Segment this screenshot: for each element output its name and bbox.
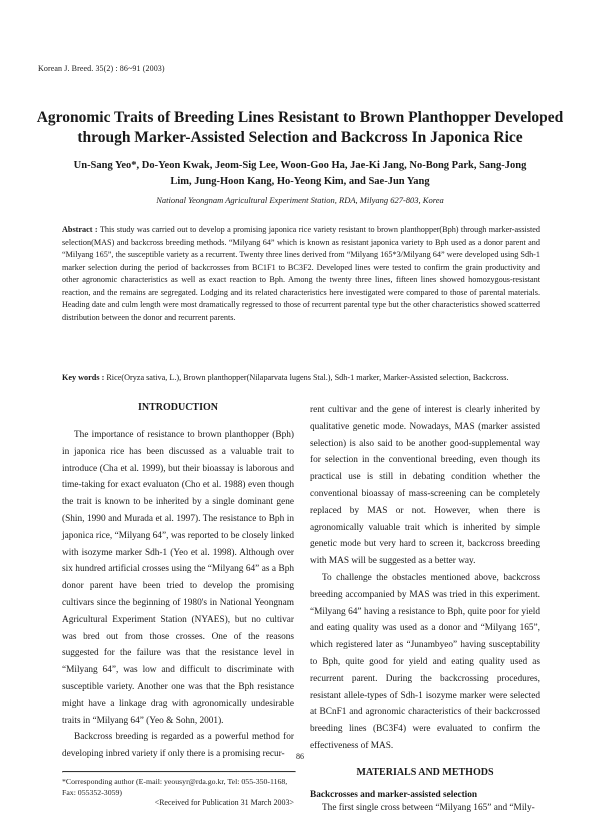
methods-subheading: Backcrosses and marker-assisted selection bbox=[310, 789, 478, 800]
introduction-paragraph-1: The importance of resistance to brown planthopper (Bph) in japonica rice has been discussed as a valuable trait to introduce (Cha et al. 1999), but their bioassay is laborous and time-taking for exact evaluaton (Cho et al. 1988) even though the trait is known to be inherited by a single dominant gene (Shin, 1990 and Murada et al. 1997). The resistance to Bph in japonica rice, “Milyang 64”, was reported to be closely linked with isozyme marker Sdh-1 (Yeo et al. 1998). Although over six hundred artificial crosses using the “Milyang 64” as a Bph donor parent have been tried to develop the promising cultivars since the beginning of 1980's in National Yeongnam Agricultural Experiment Station (NYAES), but no cultivar was bred out from those crosses. One of the reasons suggested for the failure was that the resistance level in “Milyang 64”, was low and difficult to discriminate with susceptible variety. Another one was that the Bph resistance might have a linkage drag with agronomically undesirable traits in “Milyang 64” (Yeo & Sohn, 2001). bbox=[62, 430, 294, 726]
introduction-right-paragraph-2: To challenge the obstacles mentioned above, backcross breeding accompanied by MAS was tried in this experiment. “Milyang 64” having a resistance to Bph, quite poor for yield and eating quality was used as a donor and “Milyang 165”, which registered later as “Junambyeo” having susceptability to Bph, quite good for yield and eating quality used as recurrent parent. During the backcrossing procedures, resistant allele-types of Sdh-1 isozyme marker were selected at BCnF1 and agronomic characteristics of their backcrossed breeding lines (BC3F4) were evaluated to confirm the effectiveness of MAS. bbox=[310, 572, 540, 751]
abstract-text: This study was carried out to develop a promising japonica rice variety resistant to brown planthopper(Bph) through marker-assisted selection(MAS) and backcross breeding methods. “Milyang 64” which is known as resistant japonica variety to Bph used as a donor parent and “Milyang 165”, the susceptible variety as a recurrent. Twenty three lines derived from “Milyang 165*3/Milyang 64” were developed using Sdh-1 marker selection during the period of backcrosses from BC1F1 to BC3F2. Developed lines were tested to confirm the grain productivity and other agronomic characteristics as well as exact reaction to Bph. Among the twenty three lines, fifteen lines showed homozygous-resistant reaction, and the remains are segregated. Lodging and its related characteristics here investigated were compared to those of parental materials. Heading date and culm length were most dramatically regressed to those of recurrent parental type but the other characteristics showed scatterred distribution between the donor and recurrent parents. bbox=[62, 225, 541, 322]
footnote-divider bbox=[62, 771, 296, 773]
abstract-label: Abstract : bbox=[62, 225, 98, 234]
abstract bbox=[62, 224, 540, 324]
keywords-text: Rice(Oryza sativa, L.), Brown planthopper(Nilaparvata lugens Stal.), Sdh-1 marker, Marker-Assisted selection, Backcross. bbox=[106, 373, 509, 382]
received-date: <Received for Publication 31 March 2003> bbox=[154, 797, 294, 807]
journal-reference: Korean J. Breed. 35(2) : 86~91 (2003) bbox=[38, 64, 165, 73]
introduction-heading: INTRODUCTION bbox=[137, 402, 218, 413]
corresponding-author-note: *Corresponding author (E-mail: yeousyr@rda.go.kr, Tel: 055-350-1168, Fax: 055352-3059) bbox=[62, 776, 288, 797]
methods-heading: MATERIALS AND METHODS bbox=[356, 766, 494, 778]
introduction-paragraph-2: Backcross breeding is regarded as a powerful method for developing inbred variety if only there is a promising recur- bbox=[62, 732, 294, 760]
keywords bbox=[62, 372, 540, 384]
keywords-label: Key words : bbox=[62, 373, 105, 382]
paper-title: Agronomic Traits of Breeding Lines Resistant to Brown Planthopper Developed through Marker-Assisted Selection and Backcross In Japonica Rice bbox=[36, 109, 564, 146]
methods-text: The first single cross between “Milyang 165” and “Mily- bbox=[322, 802, 535, 813]
introduction-right-paragraph-1: rent cultivar and the gene of interest is clearly inherited by qualitative genetic mode. Nowadays, MAS (marker assisted selection) is also said to be another good-supplemental way for selection in the conventional breeding, even though its practical use is still in debating condition whether the conventional bioassay of mass-screening can be completely replaced by MAS or not. However, when there is agronomically valuable trait which is inherited by simple genetic mode but very hard to screen it, backcross breeding with MAS will be suggested as a better way. bbox=[310, 405, 540, 567]
page-number: 86 bbox=[296, 752, 304, 761]
affiliation: National Yeongnam Agricultural Experiment Station, RDA, Milyang 627-803, Korea bbox=[156, 195, 444, 205]
author-list: Un-Sang Yeo*, Do-Yeon Kwak, Jeom-Sig Lee, Woon-Goo Ha, Jae-Ki Jang, No-Bong Park, Sang-Jong Lim, Jung-Hoon Kang, Ho-Yeong Kim, and Sae-Jun Yang bbox=[73, 160, 527, 187]
left-column bbox=[62, 402, 294, 807]
